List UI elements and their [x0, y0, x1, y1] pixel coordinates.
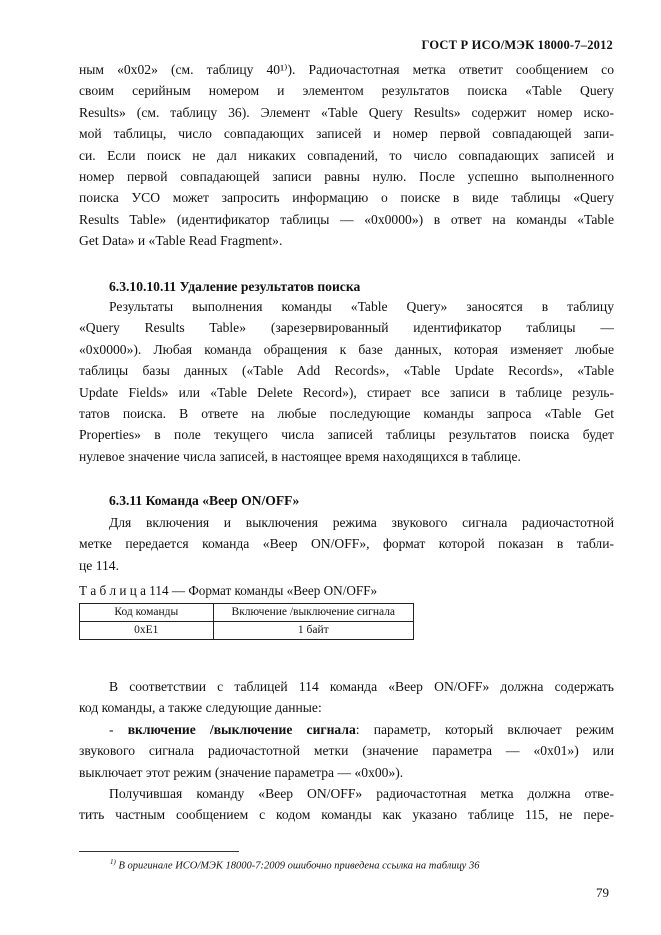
paragraph-query-results	[79, 59, 614, 252]
footnote-divider	[79, 851, 239, 852]
beep-format-table	[79, 603, 414, 640]
text-line: нулевое значение числа записей, в настоящее время находящихся в таблице.	[79, 448, 521, 464]
text-line: татов поиска. В ответе на любые последующие команды запроса «Table Get	[79, 405, 614, 421]
table-header-row	[80, 604, 414, 622]
text-line: це 114.	[79, 557, 119, 573]
text-line: метке передается команда «Beep ON/OFF», формат которой показан в табли-	[79, 536, 614, 552]
paragraph-delete-results	[79, 296, 614, 467]
text-line: В соответствии с таблицей 114 команда «Beep ON/OFF» должна содержать	[109, 679, 614, 694]
table-row	[80, 622, 414, 640]
footnote-text: В оригинале ИСО/МЭК 18000-7:2009 ошибочно приведена ссылка на таблицу 36	[115, 860, 480, 872]
text-line: звукового сигнала радиочастотной метки (значение параметра — «0x01») или	[79, 743, 614, 759]
parameter-description: : параметр, который включает режим	[355, 722, 614, 737]
text-line: «Query Results Table» (зарезервированный идентификатор таблицы —	[79, 320, 614, 336]
text-line: мой таблицы, число совпадающих записей и номер первой совпадающей запи-	[79, 126, 614, 142]
text-line: Для включения и выключения режима звукового сигнала радиочастотной	[109, 515, 614, 530]
text-line: код команды, а также следующие данные:	[79, 700, 322, 716]
text-line: ным «0x02» (см. таблицу 40¹⁾). Радиочастотная метка ответит сообщением со	[79, 62, 614, 77]
document-header: ГОСТ Р ИСО/МЭК 18000-7–2012	[421, 38, 613, 52]
text-line: выключает этот режим (значение параметра — «0x00»).	[79, 764, 404, 780]
text-line: номер первой совпадающей записи равны нулю. После успешно выполненного	[79, 168, 614, 184]
paragraph-beep-intro	[79, 512, 614, 576]
text-line: «0x0000»). Любая команда обращения к базе данных, которая изменяет любые	[79, 341, 614, 357]
table-header-cell: Включение /выключение сигнала	[213, 604, 413, 622]
text-line: тить частным сообщением с кодом команды как указано таблице 115, не пере-	[79, 807, 614, 823]
footnote-mark: 1)	[110, 858, 116, 866]
text-line: Results Table» (идентификатор таблицы — «0x0000») в ответ на команды «Table	[79, 211, 614, 227]
table-cell: 0xE1	[80, 622, 214, 640]
text-line: Получившая команду «Beep ON/OFF» радиочастотная метка должна отве-	[109, 786, 614, 801]
bullet-dash: -	[109, 722, 128, 737]
page-number: 79	[596, 885, 609, 900]
text-line: Update Fields» или «Table Delete Record»), стирает все записи в таблице резуль-	[79, 384, 614, 400]
text-line: поиска УСО может запросить информацию о поиске в виде таблицы «Query	[79, 190, 614, 206]
text-line: Results» (см. таблицу 36). Элемент «Table Query Results» содержит номер иско-	[79, 104, 614, 120]
text-line: Properties» в поле текущего числа записей таблицы результатов поиска будет	[79, 427, 614, 443]
footnote	[110, 858, 479, 872]
parameter-term: включение /выключение сигнала	[127, 722, 356, 737]
table-cell: 1 байт	[213, 622, 413, 640]
section-heading-delete-results: 6.3.10.10.11 Удаление результатов поиска	[109, 279, 361, 294]
text-line: си. Если поиск не дал никаких совпадений, то число совпадающих записей и	[79, 147, 614, 163]
text-line	[79, 719, 614, 740]
bullet-item-beep-param	[79, 719, 614, 783]
paragraph-beep-response	[79, 783, 614, 826]
table-caption: Т а б л и ц а 114 — Формат команды «Beep ON/OFF»	[79, 583, 378, 598]
text-line: таблицы базы данных («Table Add Records», «Table Update Records», «Table	[79, 363, 614, 379]
text-line: своим серийным номером и элементом результатов поиска «Table Query	[79, 83, 614, 99]
paragraph-beep-content	[79, 676, 614, 719]
text-line: Get Data» и «Table Read Fragment».	[79, 233, 283, 249]
section-heading-beep: 6.3.11 Команда «Beep ON/OFF»	[109, 493, 300, 508]
text-line: Результаты выполнения команды «Table Query» заносятся в таблицу	[109, 299, 614, 314]
table-header-cell: Код команды	[80, 604, 214, 622]
